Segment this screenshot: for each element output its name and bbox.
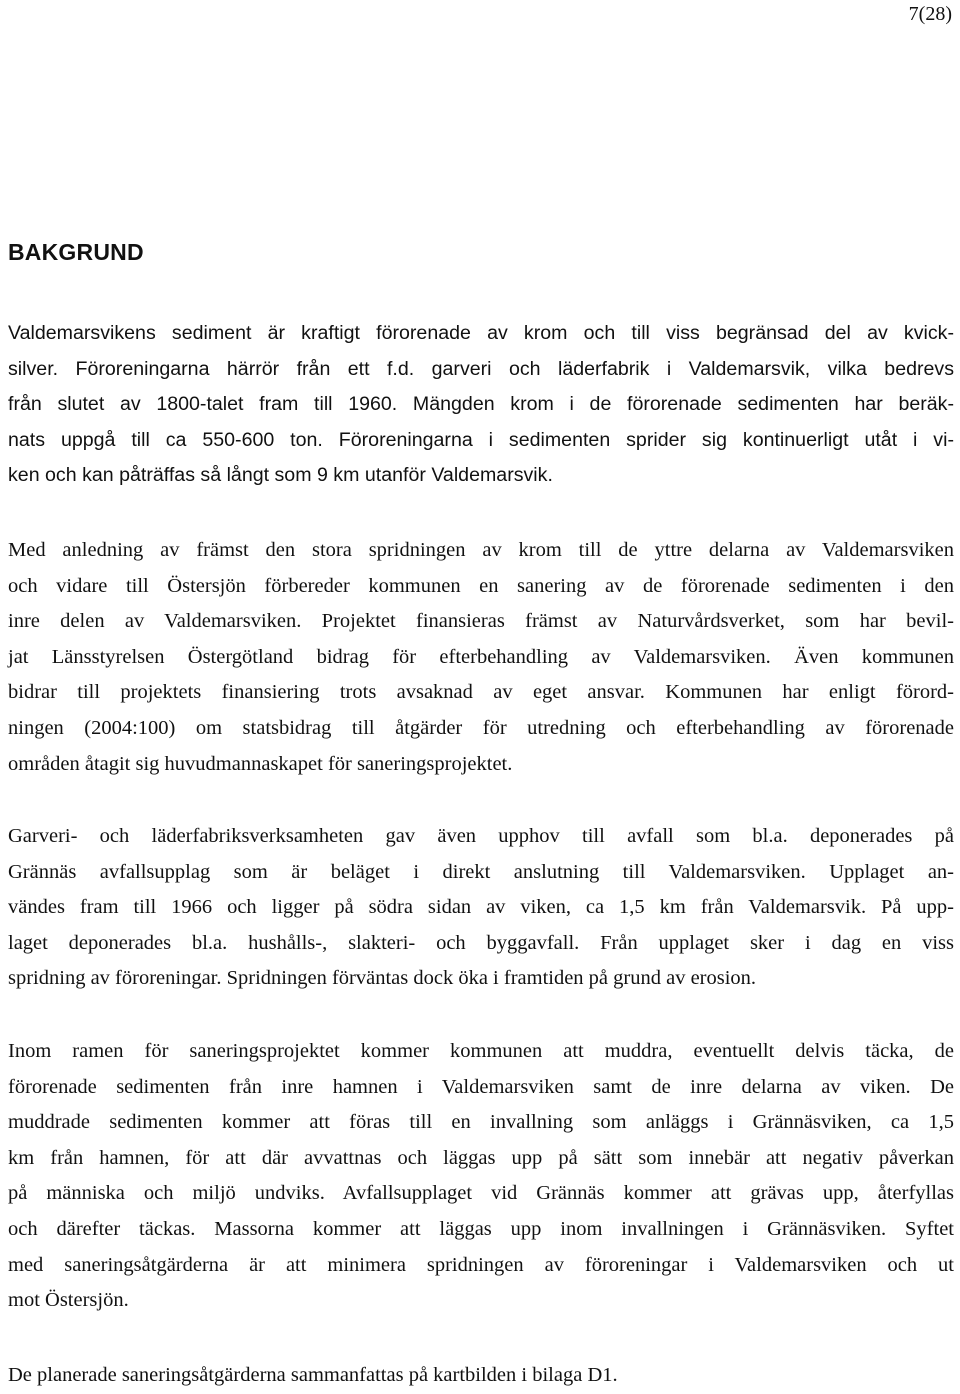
text-line: mot Östersjön.	[8, 1289, 129, 1312]
paragraph-3	[8, 819, 954, 997]
text-line: och vidare till Östersjön förbereder kommunen en sanering av de förorenade sedimenten i den	[8, 574, 954, 597]
text-line: laget deponerades bl.a. hushålls-, slakteri- och byggavfall. Från upplaget sker i dag en viss	[8, 931, 954, 954]
text-line: jat Länsstyrelsen Östergötland bidrag för efterbehandling av Valdemarsviken. Även kommunen	[8, 645, 954, 668]
page-number: 7(28)	[908, 3, 952, 25]
text-line: Garveri- och läderfabriksverksamheten gav även upphov till avfall som bl.a. deponerades på	[8, 825, 954, 847]
text-line: förorenade sedimenten från inre hamnen i Valdemarsviken samt de inre delarna av viken. De	[8, 1075, 954, 1098]
text-line: km från hamnen, för att där avvattnas och läggas upp på sätt som innebär att negativ påverkan	[8, 1146, 954, 1169]
text-line: Grännäs avfallsupplag som är beläget i direkt anslutning till Valdemarsviken. Upplaget an-	[8, 860, 954, 883]
text-line: Med anledning av främst den stora spridningen av krom till de yttre delarna av Valdemarsviken	[8, 539, 954, 561]
paragraph-2	[8, 533, 954, 782]
text-line: spridning av föroreningar. Spridningen förväntas dock öka i framtiden på grund av erosion.	[8, 967, 757, 990]
text-line: ken och kan påträffas så långt som 9 km utanför Valdemarsvik.	[8, 464, 553, 487]
text-line: Valdemarsvikens sediment är kraftigt förorenade av krom och till viss begränsad del av kvick-	[8, 322, 954, 344]
text-line: med saneringsåtgärderna är att minimera spridningen av föroreningar i Valdemarsviken och ut	[8, 1253, 954, 1276]
text-line: Inom ramen för saneringsprojektet kommer kommunen att muddra, eventuellt delvis täcka, de	[8, 1040, 954, 1062]
text-line: bidrar till projektets finansiering trots avsaknad av eget ansvar. Kommunen har enligt förord-	[8, 681, 954, 704]
paragraph-1	[8, 316, 954, 494]
text-line: områden åtagit sig huvudmannaskapet för saneringsprojektet.	[8, 752, 513, 775]
text-line: och därefter täckas. Massorna kommer att läggas upp inom invallningen i Grännäsviken. Syftet	[8, 1217, 954, 1240]
text-line: silver. Föroreningarna härrör från ett f.d. garveri och läderfabrik i Valdemarsvik, vilka bedrevs	[8, 357, 954, 380]
paragraph-5	[8, 1358, 954, 1394]
paragraph-4	[8, 1034, 954, 1319]
text-line: från slutet av 1800-talet fram till 1960. Mängden krom i de förorenade sedimenten har beräk-	[8, 393, 954, 416]
text-line: muddrade sedimenten kommer att föras till en invallning som anläggs i Grännäsviken, ca 1,5	[8, 1111, 954, 1134]
text-line: vändes fram till 1966 och ligger på södra sidan av viken, ca 1,5 km från Valdemarsvik. På upp-	[8, 896, 954, 919]
text-line: ningen (2004:100) om statsbidrag till åtgärder för utredning och efterbehandling av förorenade	[8, 716, 954, 739]
text-line: på människa och miljö undviks. Avfallsupplaget vid Grännäs kommer att grävas upp, återfyllas	[8, 1182, 954, 1205]
text-line: inre delen av Valdemarsviken. Projektet finansieras främst av Naturvårdsverket, som har bevil-	[8, 610, 954, 633]
text-line: De planerade saneringsåtgärderna sammanfattas på kartbilden i bilaga D1.	[8, 1364, 618, 1386]
section-heading: BAKGRUND	[8, 239, 144, 265]
text-line: nats uppgå till ca 550-600 ton. Föroreningarna i sedimenten sprider sig kontinuerligt utåt i vi-	[8, 428, 954, 451]
